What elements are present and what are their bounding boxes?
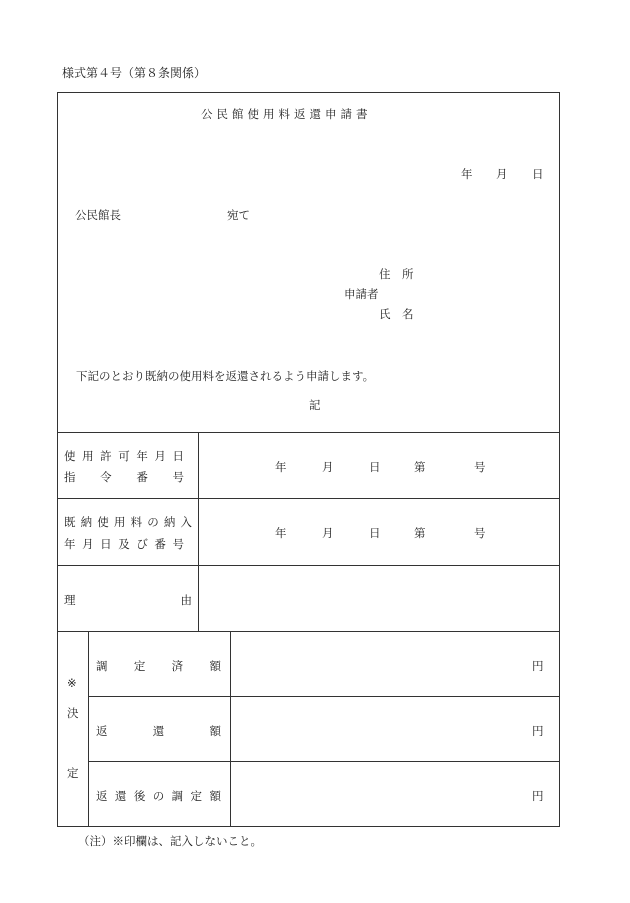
divider-line [57, 565, 560, 566]
payment-day: 日 [369, 526, 381, 540]
assessed-amount-label: 調 定 済 額 [96, 659, 221, 673]
permit-day: 日 [369, 460, 381, 474]
payment-date-label: 年 月 日 及 び 番 号 [64, 537, 184, 551]
payment-year: 年 [275, 526, 287, 540]
addressee-name: 公民館長 [75, 208, 121, 222]
permit-go: 号 [474, 460, 486, 474]
applicant-address-label: 住 所 [379, 267, 414, 281]
permit-number-label: 指 令 番 号 [64, 470, 184, 484]
column-line [198, 432, 199, 631]
date-day: 日 [532, 167, 544, 181]
decision-label-tei: 定 [67, 766, 79, 780]
applicant-label: 申請者 [344, 287, 379, 301]
refund-amount-unit: 円 [532, 724, 544, 738]
divider-line [88, 761, 560, 762]
form-number: 様式第４号（第８条関係） [62, 66, 207, 80]
column-line [230, 631, 231, 827]
date-year: 年 [461, 167, 473, 181]
permit-month: 月 [322, 460, 334, 474]
document-title: 公民館使用料返還申請書 [201, 107, 372, 121]
column-line [88, 631, 89, 827]
request-statement: 下記のとおり既納の使用料を返還されるよう申請します。 [76, 369, 375, 383]
permit-dai: 第 [414, 460, 426, 474]
refund-amount-label: 返 還 額 [96, 724, 221, 738]
ki-label: 記 [309, 398, 321, 412]
decision-mark: ※ [67, 676, 77, 690]
payment-go: 号 [474, 526, 486, 540]
date-month: 月 [496, 167, 508, 181]
addressee-suffix: 宛て [227, 208, 250, 222]
permit-date-label: 使 用 許 可 年 月 日 [64, 449, 184, 463]
divider-line [88, 696, 560, 697]
post-refund-amount-unit: 円 [532, 789, 544, 803]
applicant-name-label: 氏 名 [379, 307, 414, 321]
footnote: （注）※印欄は、記入しないこと。 [78, 834, 262, 848]
payment-label: 既 納 使 用 料 の 納 入 [64, 515, 192, 529]
divider-line [57, 432, 560, 433]
post-refund-amount-label: 返 還 後 の 調 定 額 [96, 789, 221, 803]
permit-year: 年 [275, 460, 287, 474]
payment-month: 月 [322, 526, 334, 540]
payment-dai: 第 [414, 526, 426, 540]
divider-line [57, 498, 560, 499]
assessed-amount-unit: 円 [532, 659, 544, 673]
reason-label: 理 由 [64, 593, 192, 607]
decision-label-ketsu: 決 [67, 706, 79, 720]
divider-line [57, 631, 560, 632]
